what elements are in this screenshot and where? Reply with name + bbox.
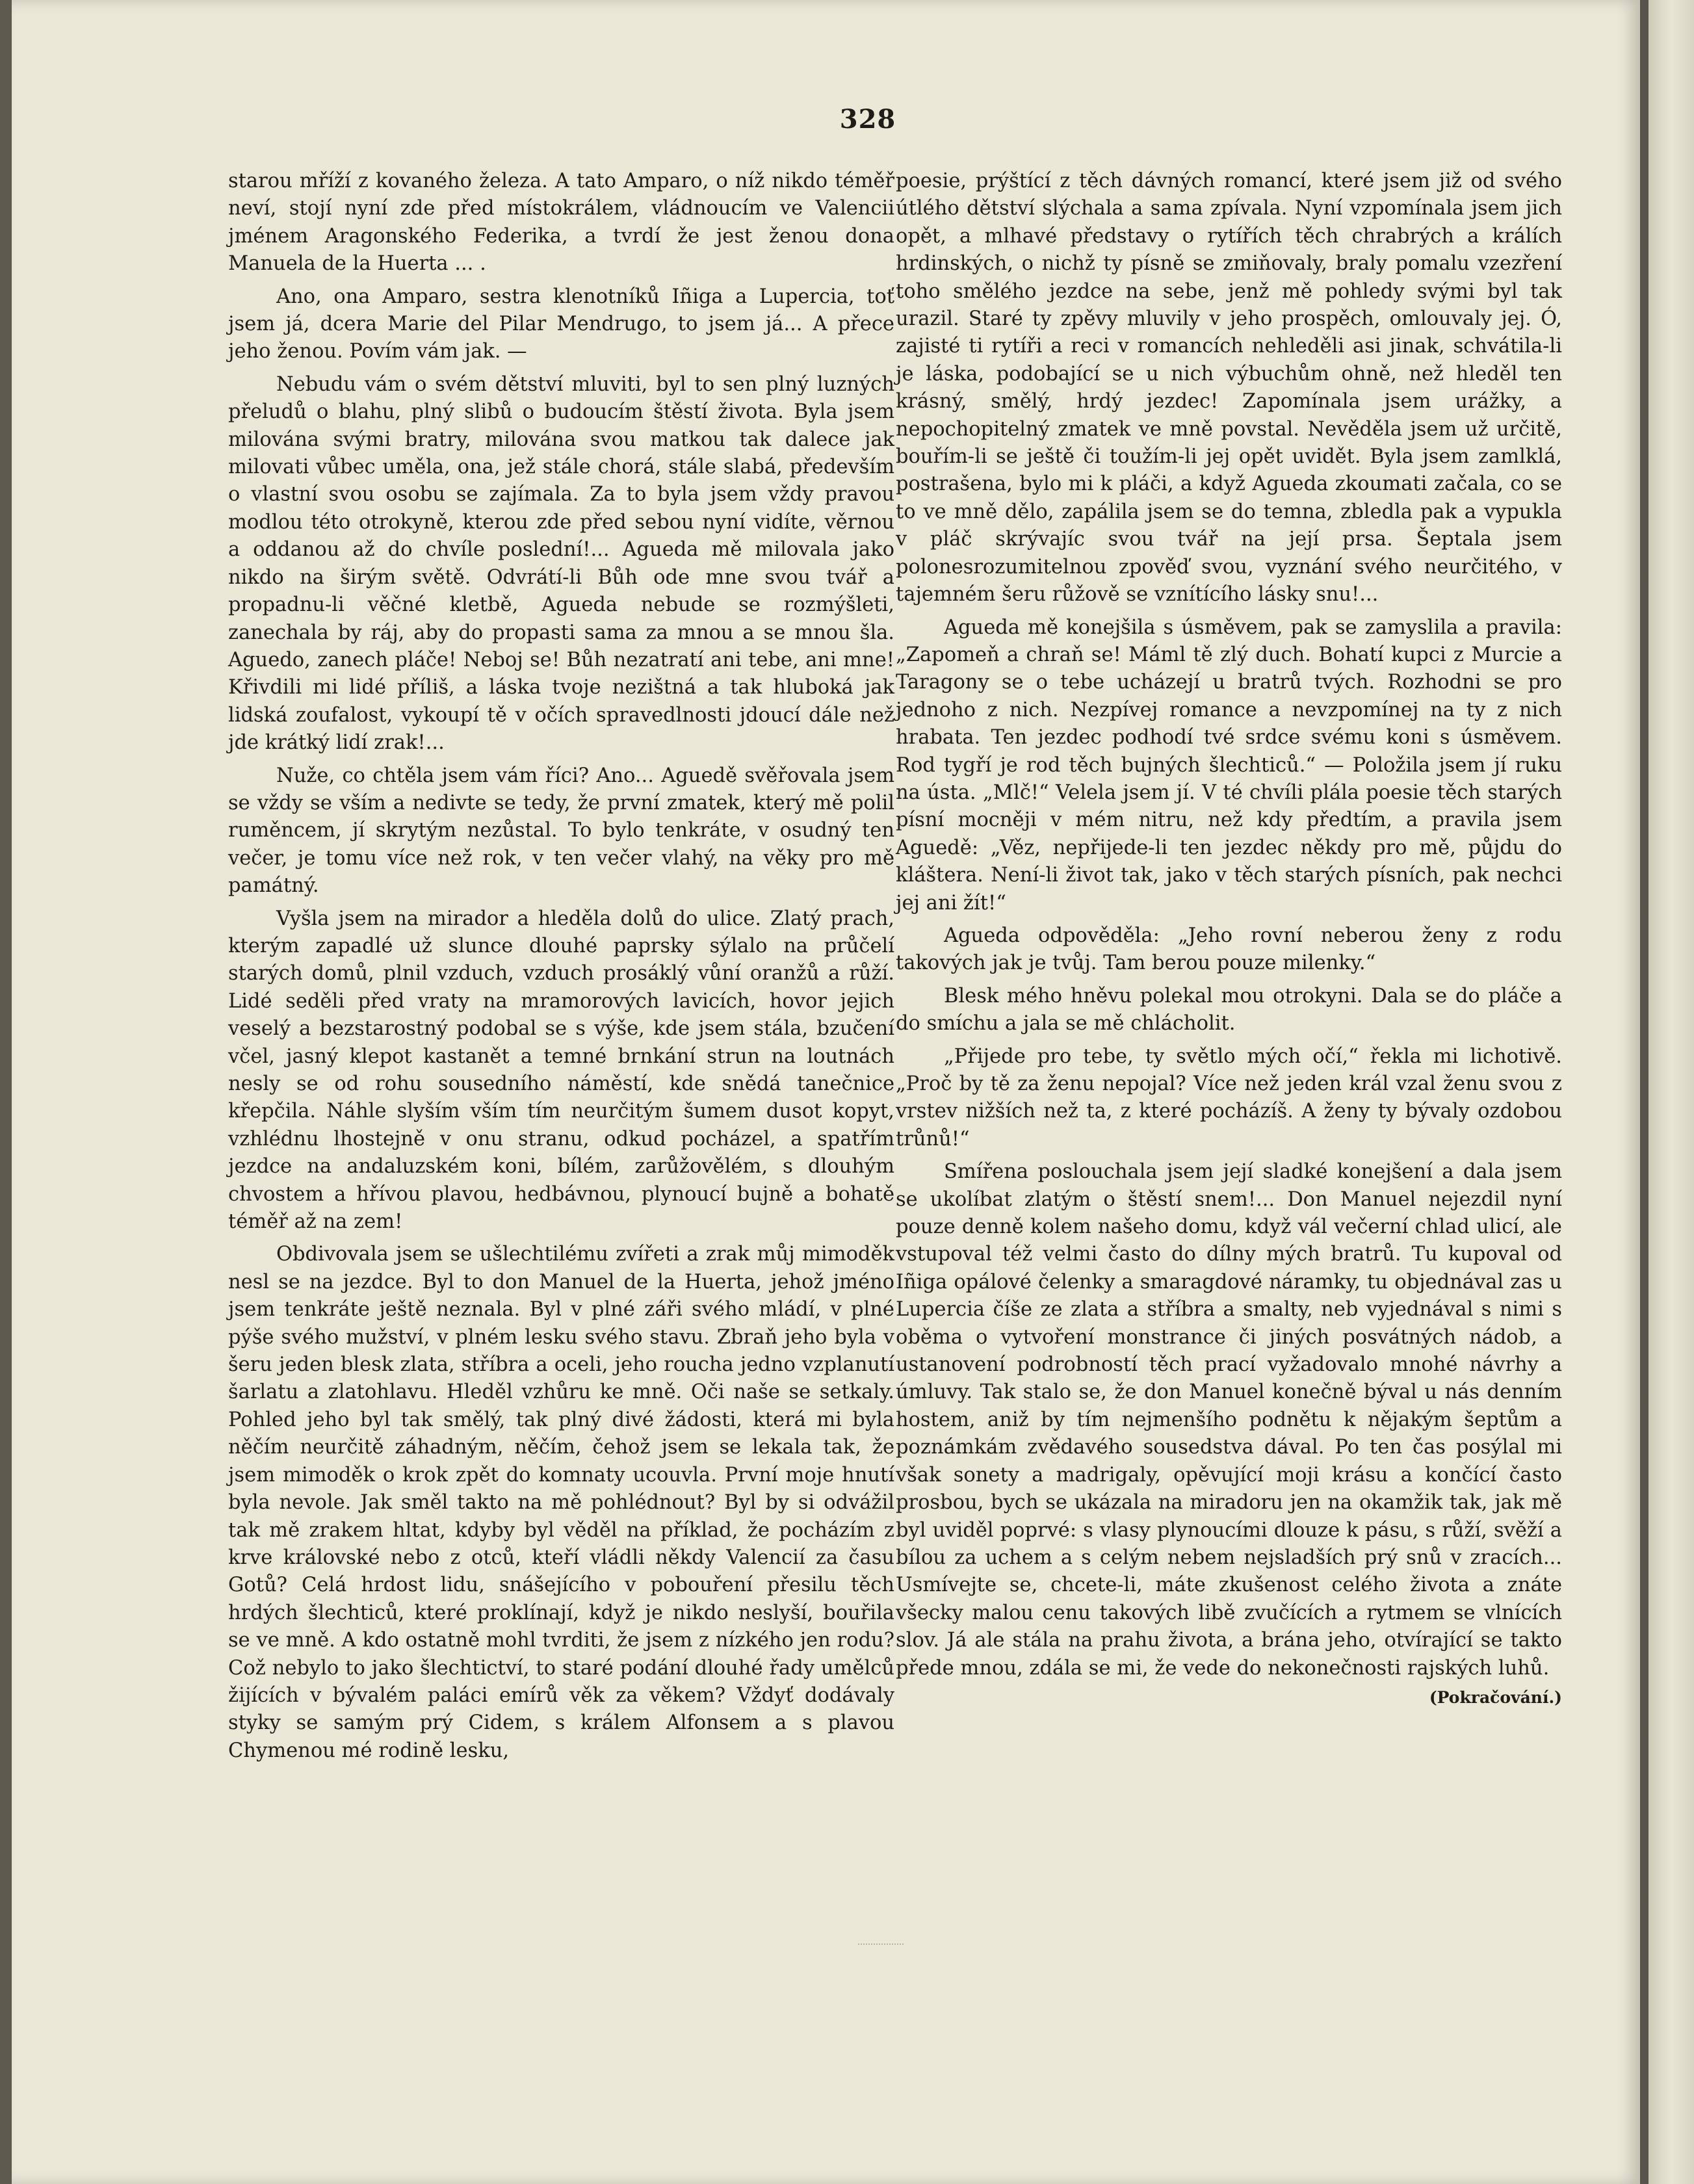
paragraph: Vyšla jsem na mirador a hleděla dolů do ulice. Zlatý prach, kterým zapadlé už slunce dlouhé paprsky sýlalo na průčelí starých domů, plnil vzduch, vzduch prosáklý vůní oranžů a růží. Lidé seděli před vraty na mramorových lavicích, hovor jejich veselý a bezstarostný podobal se s výše, kde jsem stála, bzučení včel, jasný klepot kastanět a temné brnkání strun na loutnách nesly se od rohu sousedního náměstí, kde snědá tanečnice křepčila. Náhle slyším vším tím neurčitým šumem dusot kopyt, vzhlédnu lhostejně v onu stranu, odkud pocházel, a spatřím jezdce na andaluzském koni, bílém, zarůžovělém, s dlouhým chvostem a hřívou plavou, hedbávnou, plynoucí bujně a bohatě téměř až na zem! <box>228 907 894 1234</box>
paragraph: Nuže, co chtěla jsem vám říci? Ano... Aguedě svěřovala jsem se vždy se vším a nedivte se tedy, že první zmatek, který mě polil ruměncem, jí skrytým nezůstal. To bylo tenkráte, v osudný ten večer, je tomu více než rok, v ten večer vlahý, na věky pro mě památný. <box>228 764 894 898</box>
paragraph: Obdivovala jsem se ušlechtilému zvířeti a zrak můj mimoděk nesl se na jezdce. Byl to don Manuel de la Huerta, jehož jméno jsem tenkráte ještě neznala. Byl v plné záři svého mládí, v plné pýše svého mužství, v plném lesku svého stavu. Zbraň jeho byla v šeru jeden blesk zlata, stříbra a oceli, jeho roucha jedno vzplanutí šarlatu a zlatohlavu. Hleděl vzhůru ke mně. Oči naše se setkaly. Pohled jeho byl tak smělý, tak plný divé žádosti, která mi byla něčím neurčitě záhadným, něčím, čehož jsem se lekala tak, že jsem mimoděk o krok zpět do komnaty ucouvla. První moje hnutí byla nevole. Jak směl takto na mě pohlédnout? Byl by si odvážil tak mě zrakem hltat, kdyby byl věděl na příklad, že pocházím z krve královské nebo z otců, kteří vládli někdy Valencií za času Gotů? Celá hrdost lidu, snášejícího v pobouření přesilu těch hrdých šlechticů, které proklínají, když je nikdo neslyší, bouřila se ve mně. A kdo ostatně mohl tvrditi, že jsem z nízkého jen rodu? Což nebylo to jako šlechtictví, to staré podání dlouhé řady umělců žijících v bývalém paláci emírů věk za věkem? Vždyť dodávaly styky se samým prý Cidem, s králem Alfonsem a s plavou Chymenou mé rodině lesku, <box>228 1243 894 1762</box>
paragraph: Agueda mě konejšila s úsměvem, pak se zamyslila a pravila: „Zapomeň a chraň se! Máml tě zlý duch. Bohatí kupci z Murcie a Taragony se o tebe ucházejí u bratrů tvých. Rozhodni se pro jednoho z nich. Nezpívej romance a nevzpomínej na ty z nich hrabata. Ten jezdec podhodí tvé srdce svému koni s úsměvem. Rod tygří je rod těch bujných šlechticů.“ — Položila jsem jí ruku na ústa. „Mlč!“ Velela jsem jí. V té chvíli plála poesie těch starých písní mocněji v mém nitru, než kdy předtím, a pravila jsem Aguedě: „Věz, nepřijede-li ten jezdec někdy pro mě, půjdu do kláštera. Není-li život tak, jako v těch starých písních, pak nechci jej ani žít!“ <box>896 616 1562 915</box>
paragraph: starou mříží z kovaného železa. A tato Amparo, o níž nikdo téměř neví, stojí nyní zde před místokrálem, vládnoucím ve Valencii jménem Aragonského Federika, a tvrdí že jest ženou dona Manuela de la Huerta ... . <box>228 170 894 276</box>
paragraph: Agueda odpověděla: „Jeho rovní neberou ženy z rodu takových jak je tvůj. Tam berou pouze milenky.“ <box>896 924 1562 975</box>
continuation-note: (Pokračování.) <box>1429 1687 1562 1707</box>
right-column <box>896 168 1562 1711</box>
paragraph: poesie, prýštící z těch dávných romancí, které jsem již od svého útlého dětství slýchala a sama zpívala. Nyní vzpomínala jsem jich opět, a mlhavé představy o rytířích těch chrabrých a králích hrdinských, o nichž ty písně se zmiňovaly, braly pomalu vzezření toho smělého jezdce na sebe, jenž mě pohledy svými byl tak urazil. Staré ty zpěvy mluvily v jeho prospěch, omlouvaly jej. Ó, zajisté ti rytíři a reci v romancích nehleděli asi jinak, schvátila-li je láska, podobající se u nich výbuchům ohně, než hleděl ten krásný, smělý, hrdý jezdec! Zapomínala jsem urážky, a nepochopitelný zmatek ve mně povstal. Nevěděla jsem už určitě, bouřím-li se ještě či toužím-li jej opět uvidět. Byla jsem zamlklá, postrašena, bylo mi k pláči, a když Agueda zkoumati začala, co se to ve mně dělo, zapálila jsem se do temna, zbledla pak a vypukla v pláč skrývajíc svou tvář na její prsa. Šeptala jsem polonesrozumitelnou zpověď svou, vyznání svého neurčitého, v tajemném šeru růžově se vznítícího lásky snu!... <box>896 170 1562 606</box>
page-number: 328 <box>839 104 896 135</box>
paragraph: Ano, ona Amparo, sestra klenotníků Iñiga a Lupercia, toť jsem já, dcera Marie del Pilar Mendrugo, to jsem já... A přece jeho ženou. Povím vám jak. — <box>228 285 894 363</box>
decorative-divider <box>858 1944 904 1947</box>
next-page-edge <box>1648 0 1694 2184</box>
paragraph-text: Smířena poslouchala jsem její sladké konejšení a dala jsem se ukolíbat zlatým o štěstí snem!... Don Manuel nejezdil nyní pouze denně kolem našeho domu, když vál večerní chlad ulicí, ale vstupoval též velmi často do dílny mých bratrů. Tu kupoval od Iñiga opálové čelenky a smaragdové náramky, tu objednával zas u Lupercia číše ze zlata a stříbra a smalty, neb vyjednával s nimi s oběma o vytvoření monstrance či jiných posvátných nádob, a ustanovení podrobností těch prací vyžadovalo mnohé návrhy a úmluvy. Tak stalo se, že don Manuel konečně býval u nás denním hostem, aniž by tím nejmenšího podnětu k nějakým šeptům a poznámkám zvědavého sousedstva dával. Po ten čas posýlal mi však sonety a madrigaly, opěvující moji krásu a končící často prosbou, bych se ukázala na miradoru jen na okamžik tak, jak mě byl uviděl poprvé: s vlasy plynoucími dlouze k pásu, s růží, svěží a bílou za uchem a s celým nebem nejsladších prý snů v zracích... Usmívejte se, chcete-li, máte zkušenost celého života a znáte všecky malou cenu takových libě zvučících a rytmem se vlnících slov. Já ale stála na prahu života, a brána jeho, otvírající se takto přede mnou, zdála se mi, že vede do nekonečnosti rajských luhů. <box>896 1160 1562 1680</box>
paragraph: „Přijede pro tebe, ty světlo mých očí,“ řekla mi lichotivě. „Proč by tě za ženu nepojal? Více než jeden král vzal ženu svou z vrstev nižších než ta, z které pocházíš. A ženy ty bývaly ozdobou trůnů!“ <box>896 1045 1562 1150</box>
paragraph: Nebudu vám o svém dětství mluviti, byl to sen plný luzných přeludů o blahu, plný slibů o budoucím štěstí života. Byla jsem milována svými bratry, milována svou matkou tak dalece jak milovati vůbec uměla, ona, jež stále chorá, stále slabá, především o vlastní svou osobu se zajímala. Za to byla jsem vždy pravou modlou této otrokyně, kterou zde před sebou nyní vidíte, věrnou a oddanou až do chvíle poslední!... Agueda mě milovala jako nikdo na širým světě. Odvrátí-li Bůh ode mne svou tvář a propadnu-li věčné kletbě, Agueda nebude se rozmýšleti, zanechala by ráj, aby do propasti sama za mnou a se mnou šla. Aguedo, zanech pláče! Neboj se! Bůh nezatratí ani tebe, ani mne! Křivdili mi lidé příliš, a láska tvoje nezištná a tak hluboká jak lidská zoufalost, vykoupí tě v očích spravedlnosti jdoucí dále než jde krátký lidí zrak!... <box>228 372 894 755</box>
left-column <box>228 168 894 1770</box>
paragraph <box>896 1158 1562 1707</box>
paragraph: Blesk mého hněvu polekal mou otrokyni. Dala se do pláče a do smíchu a jala se mě chlácholit. <box>896 984 1562 1035</box>
